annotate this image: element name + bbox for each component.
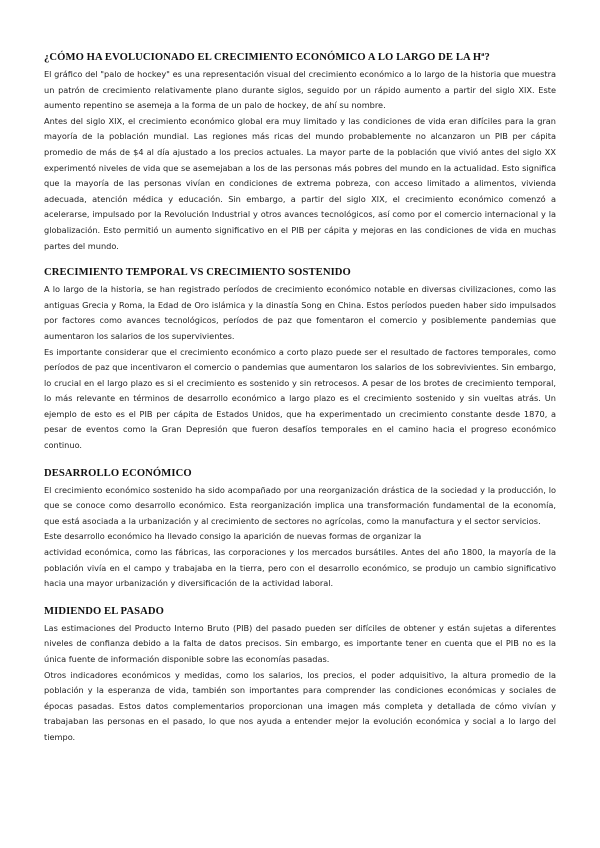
paragraph: El gráfico del "palo de hockey" es una representación visual del crecimiento económico a lo largo de la historia que muestra un patrón de crecimiento relativamente plano durante siglos, seguido por un rápido aumento a partir del siglo XIX. Este aumento repentino se asemeja a la forma de un palo de hockey, de ahí su nombre. — [44, 69, 556, 111]
section-desarrollo-economico — [44, 468, 556, 592]
paragraph: Este desarrollo económico ha llevado consigo la aparición de nuevas formas de organizar la — [44, 531, 422, 542]
paragraph: Antes del siglo XIX, el crecimiento económico global era muy limitado y las condiciones de vida eran difíciles para la gran mayoría de la población mundial. Las regiones más ricas del mundo probablemente no alcanzaron un PIB per cápita promedio de más de $4 al día ajustado a los precios actuales. La mayor parte de la población que vivió antes del siglo XX experimentó niveles de vida que se asemejaban a los de las personas más pobres del mundo en la actualidad. Esto significa que la mayoría de las personas vivían en condiciones de extrema pobreza, con acceso limitado a alimentos, vivienda adecuada, atención médica y educación. Sin embargo, a partir del siglo XIX, el crecimiento económico comenzó a acelerarse, impulsado por la Revolución Industrial y otros avances tecnológicos, así como por el comercio internacional y la globalización. Esto permitió un aumento significativo en el PIB per cápita y mejoras en las condiciones de vida en muchas partes del mundo. — [44, 115, 556, 251]
section-heading: DESARROLLO ECONÓMICO — [44, 467, 192, 479]
paragraph: Las estimaciones del Producto Interno Bruto (PIB) del pasado pueden ser difíciles de obtener y están sujetas a diferentes niveles de confianza debido a la falta de datos precisos. Sin embargo, es importante tener en cuenta que el PIB no es la única fuente de información disponible sobre las economías pasadas. — [44, 622, 556, 664]
paragraph: El crecimiento económico sostenido ha sido acompañado por una reorganización drástica de la sociedad y la producción, lo que se conoce como desarrollo económico. Esta reorganización implica una transformación fundamental de la economía, que está asociada a la urbanización y al crecimiento de sectores no agrícolas, como la manufactura y el sector servicios. — [44, 484, 556, 526]
section-heading: CRECIMIENTO TEMPORAL VS CRECIMIENTO SOSTENIDO — [44, 267, 351, 279]
paragraph: Es importante considerar que el crecimiento económico a corto plazo puede ser el resultado de factores temporales, como períodos de paz que incentivaron el comercio o pandemias que aumentaron los salarios de los sobrevivientes. Sin embargo, lo crucial en el largo plazo es si el crecimiento es sostenido y sin retrocesos. A pesar de los brotes de crecimiento temporal, lo más relevante en términos de desarrollo económico a largo plazo es el crecimiento sostenido y sin vueltas atrás. Un ejemplo de esto es el PIB per cápita de Estados Unidos, que ha experimentado un crecimiento constante desde 1870, a pesar de eventos como la Gran Depresión que fueron desafíos temporales en el camino hacia el progreso económico continuo. — [44, 346, 556, 451]
paragraph: Otros indicadores económicos y medidas, como los salarios, los precios, el poder adquisitivo, la altura promedio de la población y la esperanza de vida, también son importantes para comprender las condiciones económicas y sociales de épocas pasadas. Estos datos complementarios proporcionan una imagen más completa y detallada de cómo vivían y trabajaban las personas en el pasado, lo que nos ayuda a entender mejor la evolución económica y social a lo largo del tiempo. — [44, 669, 556, 742]
paragraph: actividad económica, como las fábricas, las corporaciones y los mercados bursátiles. Antes del año 1800, la mayoría de la población vivía en el campo y trabajaba en la tierra, pero con el desarrollo económico, se produjo un cambio significativo hacia una mayor urbanización y diversificación de la actividad laboral. — [44, 547, 556, 589]
section-evolucion — [44, 52, 556, 254]
section-heading: ¿CÓMO HA EVOLUCIONADO EL CRECIMIENTO ECONÓMICO A LO LARGO DE LA Hª? — [44, 52, 490, 63]
section-midiendo-pasado — [44, 606, 556, 746]
section-heading: MIDIENDO EL PASADO — [44, 605, 164, 617]
paragraph: A lo largo de la historia, se han registrado períodos de crecimiento económico notable en diversas civilizaciones, como las antiguas Grecia y Roma, la Edad de Oro islámica y la dinastía Song en China. Estos períodos pueden haber sido impulsados por factores como avances tecnológicos, períodos de paz que fomentaron el comercio y posiblemente pandemias que aumentaron los salarios de los supervivientes. — [44, 284, 556, 341]
section-crecimiento-temporal — [44, 267, 556, 454]
